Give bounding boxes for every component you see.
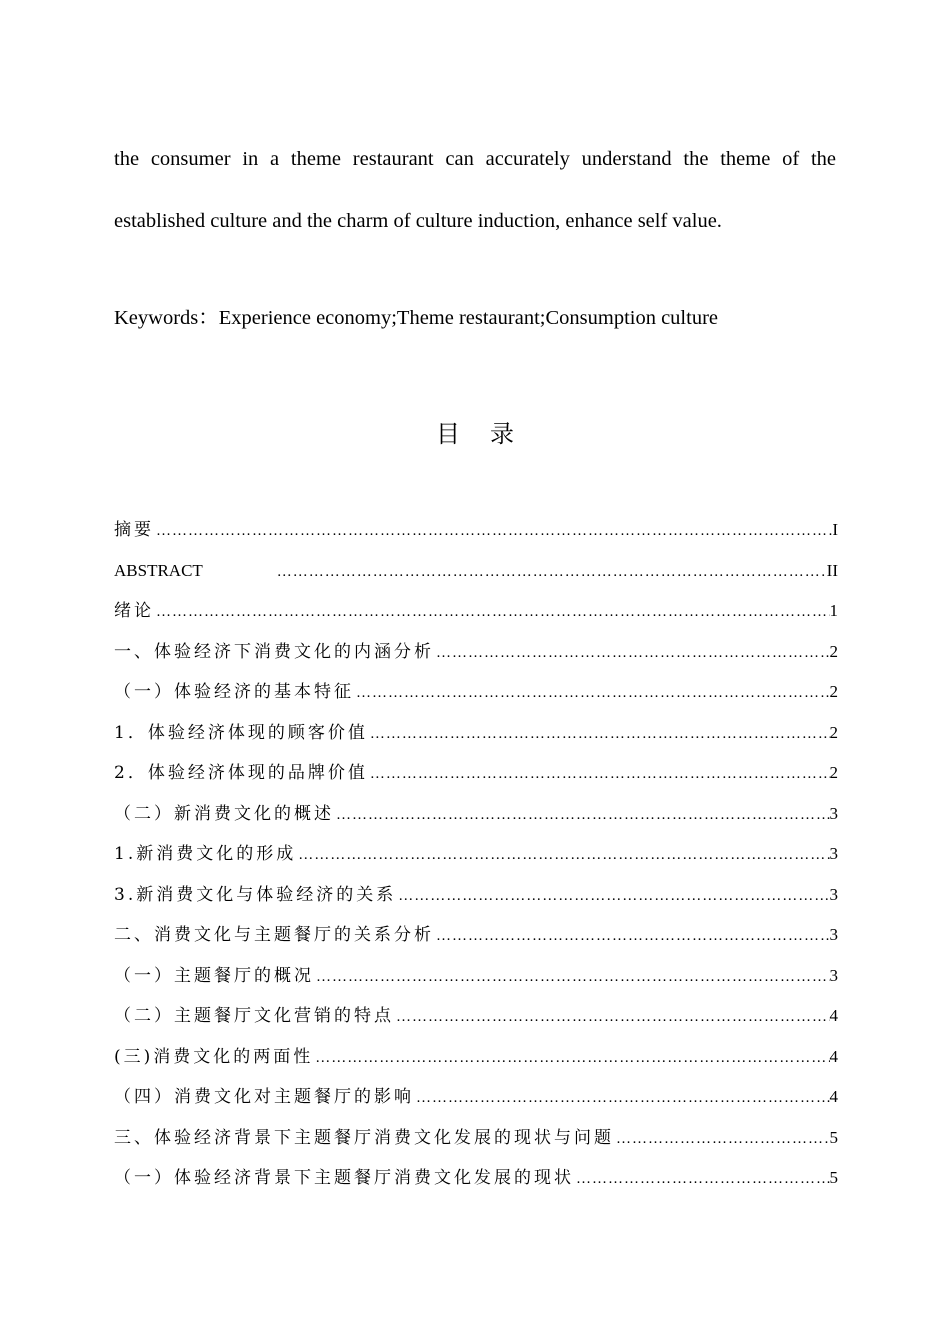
- toc-entry-page: 3: [829, 884, 838, 904]
- toc-entry-page: 4: [829, 1006, 838, 1025]
- toc-entry-label: （二）新消费文化的概述: [114, 803, 334, 824]
- toc-leader-dots: [394, 997, 830, 1037]
- abstract-line: the consumer in a theme restaurant can accurately understand the theme of the: [114, 148, 836, 170]
- toc-entry-page: 3: [829, 965, 838, 985]
- toc-entry[interactable]: [114, 753, 838, 794]
- toc-entry-label: 一、体验经济下消费文化的内涵分析: [114, 641, 434, 662]
- toc-entry-label: 三、体验经济背景下主题餐厅消费文化发展的现状与问题: [114, 1127, 614, 1148]
- toc-leader-dots: [414, 1078, 830, 1118]
- toc-entry[interactable]: [114, 996, 838, 1037]
- toc-leader-dots: [313, 1038, 829, 1078]
- toc-entry[interactable]: [114, 1118, 838, 1159]
- toc-entry-label: （一）体验经济的基本特征: [114, 682, 354, 702]
- toc-entry[interactable]: [114, 1158, 838, 1199]
- toc-entry-label: 3.新消费文化与体验经济的关系: [114, 884, 397, 905]
- toc-leader-dots: [334, 795, 830, 835]
- toc-entry-page: 5: [829, 1168, 838, 1187]
- toc-leader-dots: [614, 1119, 830, 1159]
- toc-entry[interactable]: [114, 1037, 838, 1078]
- toc-entry[interactable]: [114, 713, 838, 754]
- toc-entry-label: 2．体验经济体现的品牌价值: [114, 763, 368, 783]
- toc-entry-label: （一）体验经济背景下主题餐厅消费文化发展的现状: [114, 1168, 574, 1188]
- toc-leader-dots: [275, 552, 827, 592]
- toc-leader-dots: [434, 916, 830, 956]
- keywords: Keywords：Experience economy;Theme restaurant;Consumption culture: [114, 307, 718, 329]
- toc-entry-page: 3: [829, 803, 838, 823]
- toc-entry[interactable]: [114, 956, 838, 997]
- toc-entry[interactable]: [114, 632, 838, 673]
- table-of-contents: [114, 510, 838, 1199]
- toc-entry[interactable]: [114, 672, 838, 713]
- toc-entry-page: 2: [829, 722, 838, 742]
- toc-entry-label: 1.新消费文化的形成: [114, 844, 297, 864]
- toc-entry[interactable]: [114, 1077, 838, 1118]
- toc-entry-label: 1．体验经济体现的顾客价值: [114, 722, 368, 743]
- toc-title: 目录: [436, 420, 544, 448]
- toc-leader-dots: [296, 835, 829, 875]
- toc-entry-page: 5: [829, 1127, 838, 1147]
- toc-entry[interactable]: [114, 875, 838, 916]
- toc-entry-page: 4: [829, 1087, 838, 1106]
- toc-entry-page: II: [826, 560, 838, 580]
- toc-entry[interactable]: [114, 510, 838, 551]
- toc-entry-label: （一）主题餐厅的概况: [114, 965, 314, 986]
- toc-leader-dots: [154, 592, 830, 632]
- toc-entry-page: 2: [829, 682, 838, 701]
- toc-leader-dots: [434, 633, 830, 673]
- toc-entry-page: 2: [829, 763, 838, 782]
- toc-entry[interactable]: [114, 794, 838, 835]
- toc-entry-page: 3: [829, 844, 838, 863]
- toc-entry-page: 3: [829, 925, 838, 944]
- toc-entry[interactable]: [114, 551, 838, 592]
- toc-leader-dots: [368, 714, 830, 754]
- toc-entry-label: （四）消费文化对主题餐厅的影响: [114, 1087, 414, 1107]
- toc-entry[interactable]: [114, 915, 838, 956]
- toc-entry[interactable]: [114, 834, 838, 875]
- toc-entry-page: I: [832, 520, 838, 539]
- toc-leader-dots: [368, 754, 830, 794]
- toc-entry-page: 4: [829, 1046, 838, 1066]
- toc-leader-dots: [574, 1159, 830, 1199]
- toc-leader-dots: [154, 511, 832, 551]
- toc-entry-label: ABSTRACT: [114, 560, 203, 580]
- toc-entry-label: 二、消费文化与主题餐厅的关系分析: [114, 925, 434, 945]
- toc-entry-page: 1: [829, 601, 838, 620]
- toc-entry-page: 2: [829, 641, 838, 661]
- toc-leader-dots: [314, 957, 830, 997]
- toc-entry-label: 绪论: [114, 601, 154, 621]
- abstract-line: established culture and the charm of culture induction, enhance self value.: [114, 210, 722, 232]
- toc-entry-label: (三)消费文化的两面性: [114, 1046, 314, 1067]
- toc-entry[interactable]: [114, 591, 838, 632]
- toc-entry-label: （二）主题餐厅文化营销的特点: [114, 1006, 394, 1026]
- toc-entry-label: 摘要: [114, 520, 154, 540]
- abstract-text: [114, 128, 836, 252]
- toc-leader-dots: [396, 876, 829, 916]
- toc-leader-dots: [354, 673, 830, 713]
